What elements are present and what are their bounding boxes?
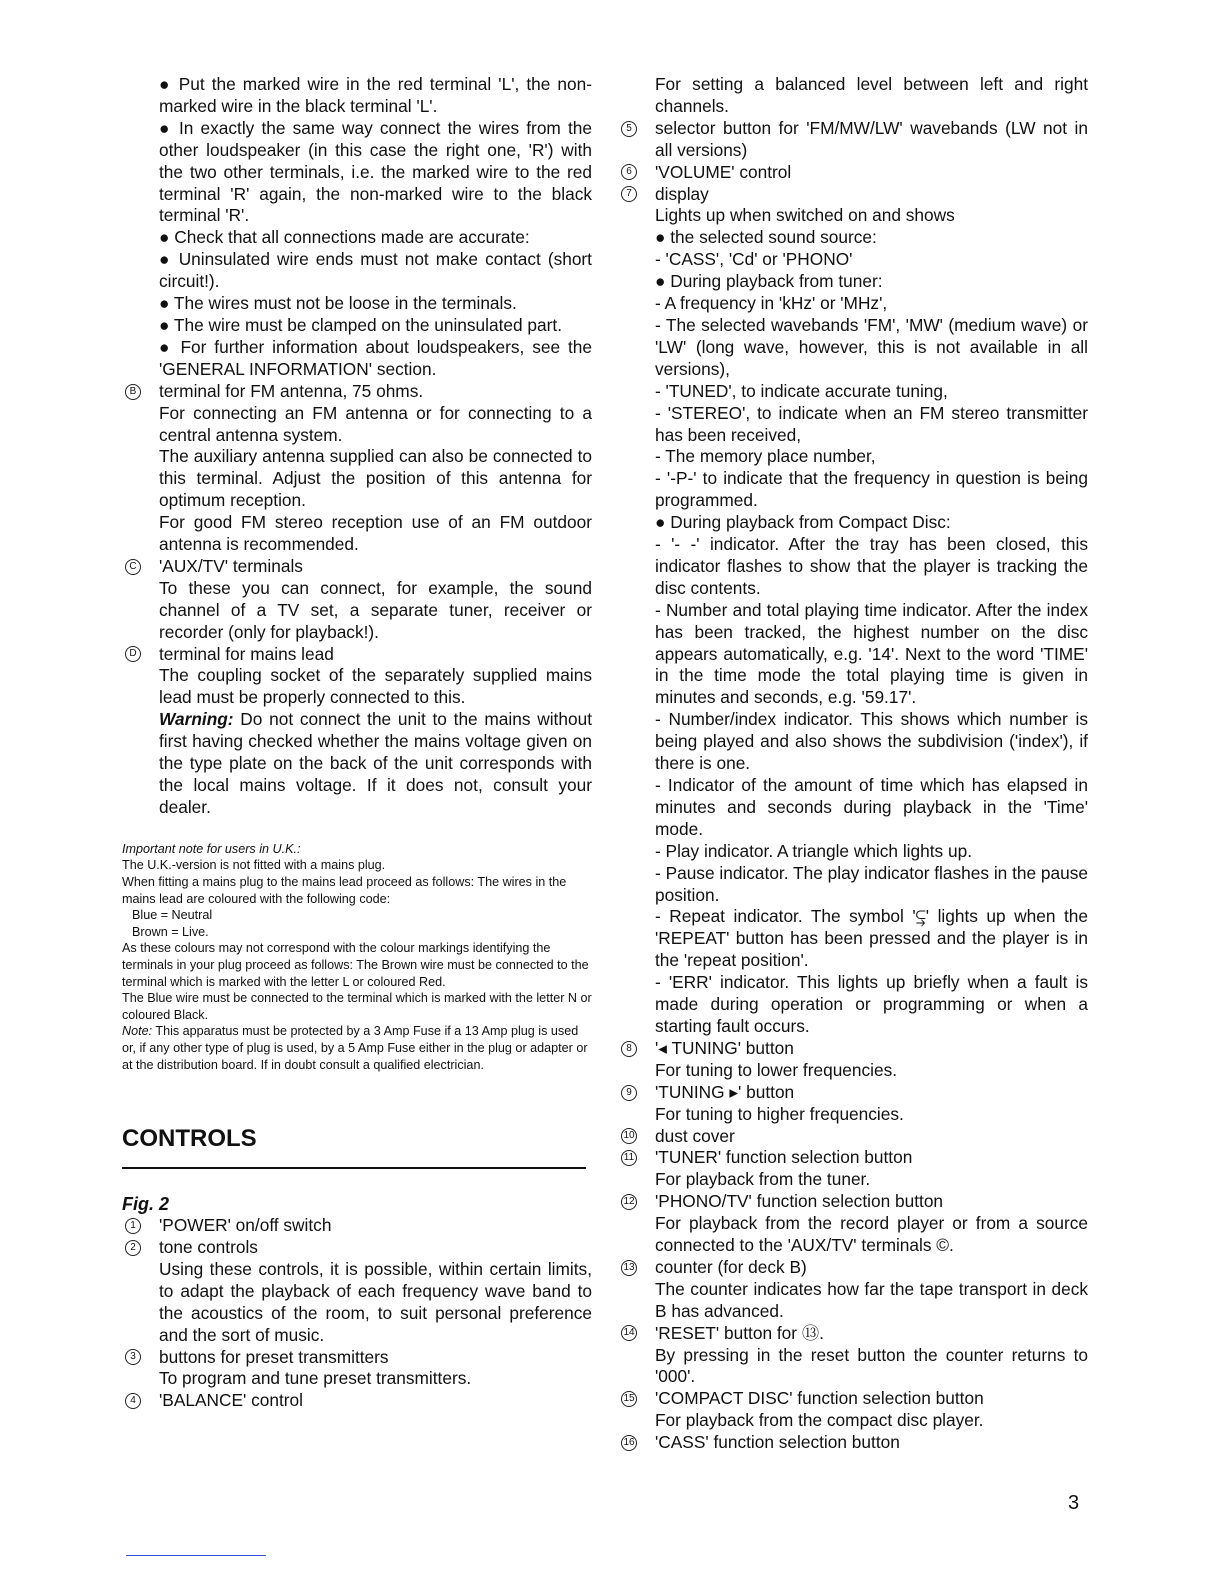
display-line: - Number/index indicator. This shows which number is being played and also shows the subdivision ('index'), if there is one. [655, 709, 1088, 774]
display-line: - 'STEREO', to indicate when an FM stereo transmitter has been received, [655, 402, 1088, 445]
page-number: 3 [1068, 1492, 1080, 1514]
uk-note-fuse-text: This apparatus must be protected by a 3 Amp Fuse if a 13 Amp plug is used or, if any other type of plug is used, by a 5 Amp Fuse either in the plug or adapter or at the distribution board. If in doubt consult a qualified electrician. [122, 1024, 588, 1072]
item-marker: 5 [621, 121, 637, 137]
right-column [618, 74, 1088, 1454]
item-title: 'BALANCE' control [159, 1390, 303, 1411]
item-marker: 7 [621, 186, 637, 202]
uk-note-line: When fitting a mains plug to the mains lead proceed as follows: The wires in the mains lead are coloured with the following code: [122, 875, 567, 906]
control-item [618, 1082, 1088, 1104]
item-title: selector button for 'FM/MW/LW' wavebands (LW not in all versions) [655, 117, 1088, 160]
item-text: By pressing in the reset button the counter returns to '000'. [655, 1344, 1088, 1387]
item-marker: 16 [621, 1435, 637, 1451]
item-title: 'TUNING ▸' button [655, 1081, 795, 1102]
display-line: ● the selected sound source: [655, 227, 877, 248]
display-line: Lights up when switched on and shows [655, 205, 955, 226]
bullet-paragraph: ● The wire must be clamped on the uninsulated part. [159, 314, 563, 335]
item-text: The counter indicates how far the tape transport in deck B has advanced. [655, 1278, 1088, 1321]
item-marker: 12 [621, 1194, 637, 1210]
display-line: - A frequency in 'kHz' or 'MHz', [655, 293, 888, 314]
left-column [122, 74, 592, 1412]
control-item [618, 1147, 1088, 1169]
uk-note-title: Important note for users in U.K.: [122, 841, 301, 856]
display-line: - Indicator of the amount of time which has elapsed in minutes and seconds during playback in the 'Time' mode. [655, 775, 1088, 839]
item-marker: 10 [621, 1128, 637, 1144]
control-item [618, 162, 1088, 184]
item-text: For tuning to lower frequencies. [655, 1059, 898, 1080]
item-marker: D [125, 646, 141, 662]
uk-note-label: Note: [122, 1024, 153, 1039]
section-heading: CONTROLS [122, 1125, 586, 1169]
display-line: - Repeat indicator. The symbol '⥹' lights up when the 'REPEAT' button has been pressed and the player is in the 'repeat position'. [655, 906, 1088, 971]
item-text: To these you can connect, for example, the sound channel of a TV set, a separate tuner, receiver or recorder (only for playback!). [159, 577, 592, 642]
display-line: ● During playback from Compact Disc: [655, 512, 951, 533]
item-title: terminal for mains lead [159, 643, 334, 664]
item-title: tone controls [159, 1237, 258, 1258]
item-text: For playback from the record player or from a source connected to the 'AUX/TV' terminals ©. [655, 1213, 1088, 1256]
control-item [122, 1390, 592, 1412]
bullet-paragraph: ● The wires must not be loose in the terminals. [159, 293, 517, 314]
display-line: - Play indicator. A triangle which lights up. [655, 840, 972, 861]
control-item [618, 1126, 1088, 1148]
item-marker: 15 [621, 1391, 637, 1407]
control-item [618, 184, 1088, 206]
control-item [618, 118, 1088, 162]
item-text: To program and tune preset transmitters. [159, 1368, 472, 1389]
item-marker: 14 [621, 1325, 637, 1341]
control-item [618, 1191, 1088, 1213]
item-title: dust cover [655, 1125, 735, 1146]
display-line: - 'TUNED', to indicate accurate tuning, [655, 380, 948, 401]
display-line: - The selected wavebands 'FM', 'MW' (medium wave) or 'LW' (long wave, however, this is not available in all versions), [655, 314, 1088, 379]
item-marker: 2 [125, 1240, 141, 1256]
item-title: 'CASS' function selection button [655, 1432, 900, 1453]
item-aux-tv [122, 556, 592, 578]
item-title: 'AUX/TV' terminals [159, 555, 303, 576]
figure-label: Fig. 2 [122, 1194, 170, 1215]
item-text: For playback from the compact disc player. [655, 1410, 984, 1431]
control-item [618, 1323, 1088, 1345]
display-line: - Number and total playing time indicator. After the index has been tracked, the highest number on the disc appears automatically, e.g. '14'. Next to the word 'TIME' in the time mode the total playing time is given in minutes and seconds, e.g. '59.17'. [655, 599, 1088, 708]
bullet-paragraph: ● In exactly the same way connect the wires from the other loudspeaker (in this case the right one, 'R') with the two other terminals, i.e. the marked wire to the red terminal 'R' again, the non-marked wire to the black terminal 'R'. [159, 117, 592, 226]
item-title: buttons for preset transmitters [159, 1346, 389, 1367]
item-title: 'RESET' button for ⑬. [655, 1322, 824, 1343]
display-line: ● During playback from tuner: [655, 271, 883, 292]
display-line: - The memory place number, [655, 446, 876, 467]
item-text: Using these controls, it is possible, within certain limits, to adapt the playback of each frequency wave band to the acoustics of the room, to suit personal preference and the sort of music. [159, 1258, 592, 1345]
control-item [618, 1038, 1088, 1060]
display-line: - 'CASS', 'Cd' or 'PHONO' [655, 249, 853, 270]
warning-body: Do not connect the unit to the mains without first having checked whether the mains voltage given on the type plate on the back of the unit corresponds with the local mains voltage. If it does not, consult your dealer. [159, 709, 592, 817]
uk-note-brown: Brown = Live. [132, 924, 209, 939]
warning-label: Warning: [159, 709, 234, 730]
control-item [618, 1388, 1088, 1410]
control-item [618, 1432, 1088, 1454]
control-item [122, 1237, 592, 1259]
item-title: counter (for deck B) [655, 1256, 807, 1277]
item-text: For tuning to higher frequencies. [655, 1103, 904, 1124]
item-marker: 6 [621, 164, 637, 180]
bullet-paragraph: ● Check that all connections made are accurate: [159, 227, 530, 248]
bullet-paragraph: ● Put the marked wire in the red terminal 'L', the non-marked wire in the black terminal 'L'. [159, 74, 592, 116]
uk-note-fuse [122, 1023, 592, 1073]
item-marker: 13 [621, 1260, 637, 1276]
item-text: For playback from the tuner. [655, 1169, 871, 1190]
item-marker: C [125, 559, 141, 575]
uk-note-line: The U.K.-version is not fitted with a mains plug. [122, 858, 386, 873]
bullet-paragraph: ● For further information about loudspeakers, see the 'GENERAL INFORMATION' section. [159, 336, 592, 379]
item-fm-antenna [122, 381, 592, 403]
control-item [122, 1347, 592, 1369]
item-text: For setting a balanced level between left and right channels. [655, 74, 1088, 116]
uk-note-line: As these colours may not correspond with the colour markings identifying the terminals in your plug proceed as follows: The Brown wire must be connected to the terminal which is marked with the letter L or coloured Red. [122, 941, 589, 989]
item-text: For good FM stereo reception use of an FM outdoor antenna is recommended. [159, 512, 592, 555]
item-text: The auxiliary antenna supplied can also be connected to this terminal. Adjust the position of this antenna for optimum reception. [159, 446, 592, 511]
item-title: terminal for FM antenna, 75 ohms. [159, 380, 424, 401]
scan-underline [126, 1555, 266, 1556]
display-line: - Pause indicator. The play indicator flashes in the pause position. [655, 862, 1088, 905]
item-mains-lead [122, 644, 592, 666]
item-marker: 9 [621, 1085, 637, 1101]
display-line: - '-P-' to indicate that the frequency in question is being programmed. [655, 468, 1088, 511]
item-text: The coupling socket of the separately supplied mains lead must be properly connected to this. [159, 665, 592, 708]
warning-text [122, 709, 592, 819]
display-line: - 'ERR' indicator. This lights up briefly when a fault is made during operation or programming or when a starting fault occurs. [655, 972, 1088, 1036]
item-title: 'COMPACT DISC' function selection button [655, 1388, 984, 1409]
uk-note-blue: Blue = Neutral [132, 908, 213, 923]
item-marker: 11 [621, 1150, 637, 1166]
bullet-paragraph: ● Uninsulated wire ends must not make contact (short circuit!). [159, 249, 592, 292]
control-item [618, 1257, 1088, 1279]
item-marker: 1 [125, 1218, 141, 1234]
item-marker: 4 [125, 1393, 141, 1409]
item-text: For connecting an FM antenna or for connecting to a central antenna system. [159, 402, 592, 445]
item-marker: 3 [125, 1349, 141, 1365]
control-item [122, 1215, 592, 1237]
uk-note-line: The Blue wire must be connected to the terminal which is marked with the letter N or coloured Black. [122, 991, 592, 1022]
item-title: 'POWER' on/off switch [159, 1215, 332, 1236]
item-title: '◂ TUNING' button [655, 1037, 794, 1058]
item-marker: B [125, 384, 141, 400]
uk-note [122, 841, 592, 1073]
item-title: 'PHONO/TV' function selection button [655, 1191, 944, 1212]
item-title: display [655, 183, 709, 204]
item-title: 'TUNER' function selection button [655, 1147, 913, 1168]
display-line: - '- -' indicator. After the tray has been closed, this indicator flashes to show that the player is tracking the disc contents. [655, 534, 1088, 598]
item-title: 'VOLUME' control [655, 161, 792, 182]
item-marker: 8 [621, 1041, 637, 1057]
